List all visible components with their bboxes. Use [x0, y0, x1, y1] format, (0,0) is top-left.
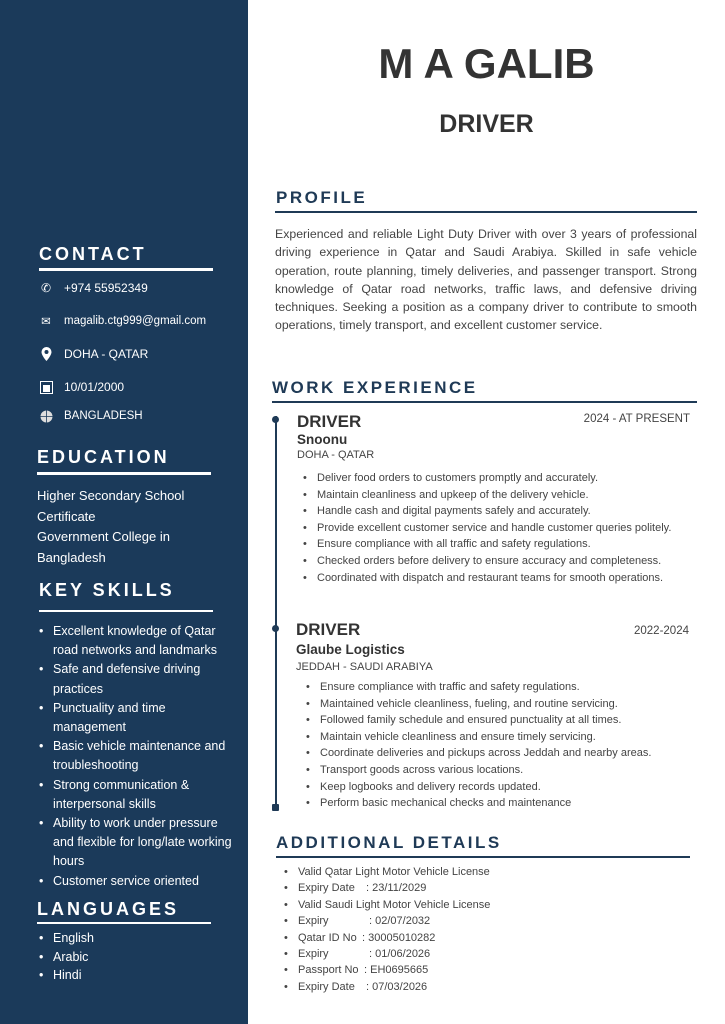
job-title: DRIVER	[296, 620, 361, 639]
job-dates: 2022-2024	[634, 625, 689, 637]
job-bullet: • Keep logbooks and delivery records updated.	[306, 779, 696, 796]
language-item: • English	[37, 929, 94, 948]
job-bullet: • Perform basic mechanical checks and maintenance	[306, 795, 696, 812]
detail-item	[284, 864, 490, 880]
detail-label: Expiry	[298, 948, 329, 961]
contact-email[interactable]	[38, 314, 206, 328]
languages-list	[37, 929, 94, 985]
education-line: Government College in	[37, 529, 170, 544]
languages-heading: LANGUAGES	[37, 899, 180, 919]
contact-phone	[38, 281, 148, 295]
timeline-dot	[272, 625, 279, 632]
job-bullet: • Coordinated with dispatch and restaurant teams for smooth operations.	[303, 570, 689, 587]
education-line: Certificate	[37, 508, 96, 524]
job-company: Snoonu	[297, 432, 348, 447]
job-location: JEDDAH - SAUDI ARABIYA	[296, 661, 433, 673]
skills-heading: KEY SKILLS	[39, 580, 175, 600]
skills-list	[37, 622, 237, 891]
job-bullet: • Provide excellent customer service and handle customer queries politely.	[303, 520, 689, 537]
detail-label: Expiry	[298, 915, 329, 928]
calendar-icon	[38, 380, 54, 394]
phone-icon: ✆	[40, 281, 52, 295]
education-line: Bangladesh	[37, 549, 106, 565]
education-line: Higher Secondary School	[37, 488, 185, 503]
education-text	[37, 486, 227, 568]
detail-label: Qatar ID No	[298, 931, 357, 944]
detail-item	[284, 880, 490, 896]
detail-value: : 01/06/2026	[369, 948, 431, 961]
location-pin-icon	[38, 347, 54, 361]
divider	[275, 211, 697, 213]
skill-item: • Customer service oriented	[37, 872, 237, 891]
phone-text: +974 55952349	[64, 281, 148, 295]
skill-item: • Punctuality and time management	[37, 699, 237, 737]
profile-heading: PROFILE	[276, 188, 368, 207]
skill-item: • Ability to work under pressure and flexible for long/late working hours	[37, 814, 237, 872]
divider	[39, 610, 213, 612]
detail-item	[284, 962, 490, 978]
email-link[interactable]: magalib.ctg999@gmail.com	[64, 315, 207, 327]
experience-heading: WORK EXPERIENCE	[272, 378, 478, 397]
detail-label: Passport No	[298, 964, 359, 977]
location-text: DOHA - QATAR	[64, 347, 149, 361]
job-location: DOHA - QATAR	[297, 449, 375, 461]
detail-item	[284, 946, 490, 962]
job-bullet: • Maintain cleanliness and upkeep of the delivery vehicle.	[303, 487, 689, 504]
email-icon: ✉	[41, 316, 51, 328]
job-bullet: • Followed family schedule and ensured punctuality at all times.	[306, 712, 696, 729]
sidebar	[0, 0, 248, 1024]
candidate-role: DRIVER	[439, 110, 534, 138]
contact-heading: CONTACT	[39, 244, 147, 264]
job-bullets	[306, 679, 696, 812]
candidate-name: M A GALIB	[378, 40, 595, 87]
skill-item: • Basic vehicle maintenance and troubleshooting	[37, 737, 237, 775]
job-bullet: • Maintained vehicle cleanliness, fueling, and routine servicing.	[306, 696, 696, 713]
education-heading: EDUCATION	[37, 447, 170, 467]
divider	[39, 268, 213, 271]
detail-label: Valid Qatar Light Motor Vehicle License	[298, 866, 490, 878]
detail-label: Expiry Date	[298, 980, 355, 993]
additional-heading: ADDITIONAL DETAILS	[276, 833, 502, 852]
detail-label: Expiry Date	[298, 882, 355, 895]
divider	[276, 856, 690, 858]
job-dates: 2024 - AT PRESENT	[583, 413, 690, 425]
language-item: • Arabic	[37, 948, 94, 967]
detail-value: : EH0695665	[364, 964, 429, 977]
divider	[37, 922, 211, 924]
detail-value: : 30005010282	[362, 931, 436, 944]
contact-dob	[38, 380, 124, 394]
job-bullet: • Coordinate deliveries and pickups across Jeddah and nearby areas.	[306, 745, 696, 762]
divider	[37, 472, 211, 475]
timeline-end	[272, 804, 279, 811]
detail-item	[284, 913, 490, 929]
job-bullet: • Ensure compliance with all traffic and safety regulations.	[303, 536, 689, 553]
job-title: DRIVER	[297, 412, 362, 431]
additional-list	[284, 864, 490, 995]
timeline-dot	[272, 416, 279, 423]
skill-item: • Strong communication & interpersonal skills	[37, 776, 237, 814]
detail-item	[284, 979, 490, 995]
nationality-text: BANGLADESH	[64, 410, 143, 422]
skill-item: • Safe and defensive driving practices	[37, 660, 237, 698]
detail-value: : 23/11/2029	[366, 882, 427, 895]
job-bullet: • Maintain vehicle cleanliness and ensure timely servicing.	[306, 729, 696, 746]
job-bullet: • Deliver food orders to customers promptly and accurately.	[303, 470, 689, 487]
dob-text: 10/01/2000	[64, 380, 125, 394]
skill-item: • Excellent knowledge of Qatar road networks and landmarks	[37, 622, 237, 660]
job-company: Glaube Logistics	[296, 642, 405, 657]
contact-location	[38, 347, 148, 361]
job-bullets	[303, 470, 689, 586]
detail-value: : 07/03/2026	[366, 980, 428, 993]
detail-item	[284, 930, 490, 946]
job-bullet: • Transport goods across various locations.	[306, 762, 696, 779]
detail-value: : 02/07/2032	[369, 915, 431, 928]
contact-nationality	[38, 409, 143, 423]
detail-item	[284, 897, 490, 913]
profile-text: Experienced and reliable Light Duty Driver with over 3 years of professional driving experience in Qatar and Saudi Arabiya. Skilled in safe vehicle operation, route planning, timely deliveries, and passenger transport. Strong knowledge of Qatar road networks, traffic laws, and defensive driving techniques. Seeking a position as a company driver to contribute to smooth operations, timely transport, and excellent customer service.	[275, 227, 697, 333]
job-bullet: • Checked orders before delivery to ensure accuracy and completeness.	[303, 553, 689, 570]
globe-icon	[38, 409, 54, 423]
job-bullet: • Ensure compliance with traffic and safety regulations.	[306, 679, 696, 696]
divider	[272, 401, 697, 403]
detail-label: Valid Saudi Light Motor Vehicle License	[298, 898, 491, 911]
timeline-line	[275, 416, 277, 810]
job-bullet: • Handle cash and digital payments safely and accurately.	[303, 503, 689, 520]
language-item: • Hindi	[37, 966, 94, 985]
